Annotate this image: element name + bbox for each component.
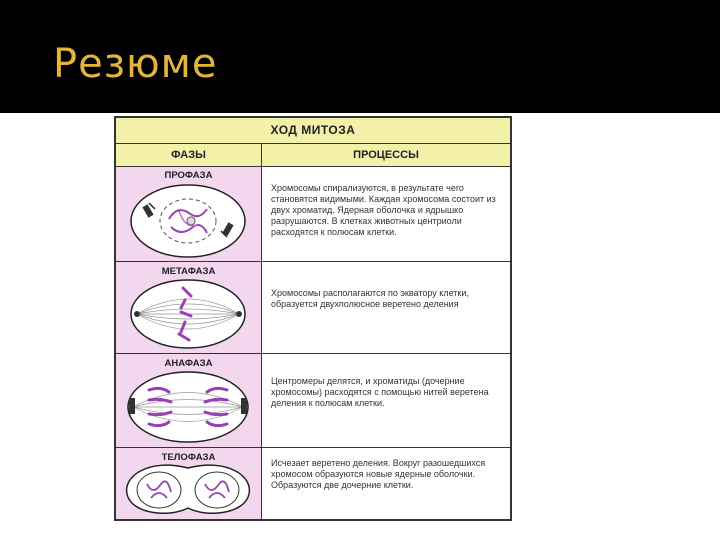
process-text: Исчезает веретено деления. Вокруг разошедшихся хромосом образуются новые ядерные оболочки. Образуются две дочерние клетки. xyxy=(271,458,486,490)
phase-name: ТЕЛОФАЗА xyxy=(161,452,216,463)
telophase-cell-diagram xyxy=(119,464,257,516)
table-row-telophase xyxy=(116,448,510,519)
phase-name: ПРОФАЗА xyxy=(164,170,213,181)
column-header-processes: ПРОЦЕССЫ xyxy=(262,144,510,167)
table-row-prophase xyxy=(116,167,510,262)
process-text: Хромосомы спирализуются, в результате чего становятся видимыми. Каждая хромосома состоит из двух хроматид. Ядерная оболочка и ядрышко разрушаются. В клетках животных центриоли расходятся к полюсам клетки. xyxy=(271,183,496,237)
mitosis-table xyxy=(114,116,512,521)
slide-header xyxy=(0,0,720,113)
table-title: ХОД МИТОЗА xyxy=(116,118,510,144)
phase-name: МЕТАФАЗА xyxy=(161,266,216,277)
column-header-phases: ФАЗЫ xyxy=(116,144,262,167)
metaphase-cell-diagram xyxy=(119,276,257,352)
process-text: Хромосомы располагаются по экватору клетки, образуется двухполюсное веретено деления xyxy=(271,288,469,309)
process-text: Центромеры делятся, и хроматиды (дочерние хромосомы) расходятся с помощью нитей веретена деления к полюсам клетки. xyxy=(271,376,489,408)
slide-title: Резюме xyxy=(53,41,218,87)
table-row-anaphase xyxy=(116,354,510,448)
phase-name: АНАФАЗА xyxy=(164,358,213,369)
table-row-metaphase xyxy=(116,262,510,354)
anaphase-cell-diagram xyxy=(119,368,257,446)
prophase-cell-diagram xyxy=(119,181,257,261)
